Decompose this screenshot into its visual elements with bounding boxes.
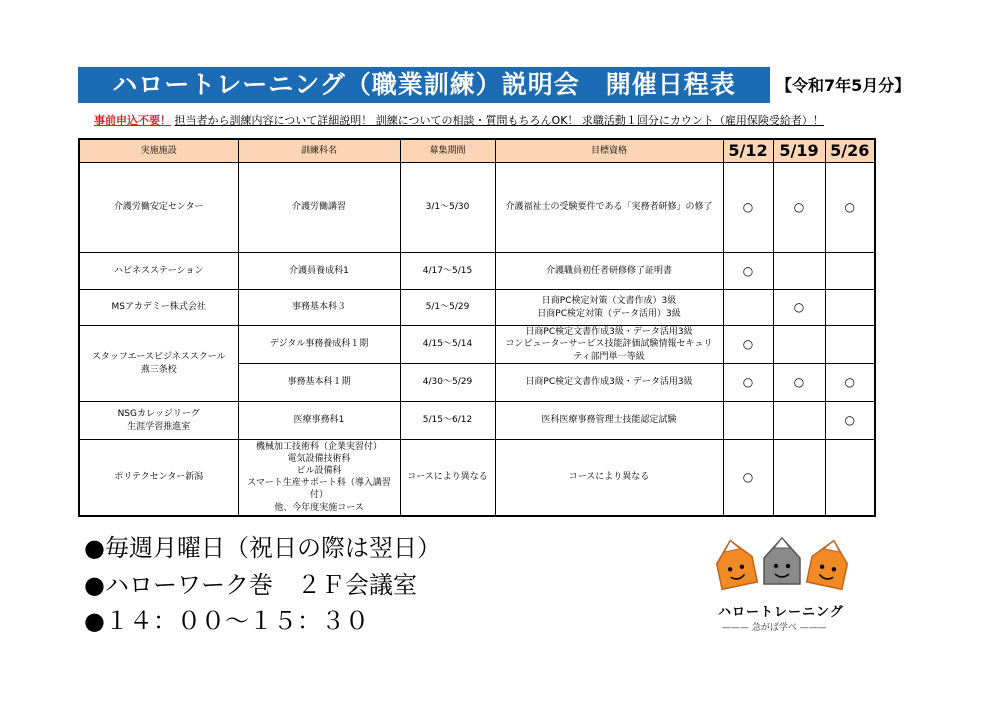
goal-line: コンピューターサービス技能評価試験情報セキュリ	[505, 339, 713, 350]
goal-cell: コースにより異なる	[495, 440, 723, 516]
period-cell: 4/30～5/29	[400, 364, 495, 402]
course-cell: 介護労働講習	[238, 163, 400, 253]
goal-cell	[495, 326, 723, 364]
period-cell: 4/15～5/14	[400, 326, 495, 364]
footer-place: ●ハローワーク巻 ２Ｆ会議室	[84, 571, 417, 599]
goal-line: 日商PC検定対策（文書作成）3級	[541, 296, 677, 307]
course-line: ビル設備科	[296, 466, 342, 477]
goal-cell: 介護福祉士の受験要件である「実務者研修」の修了	[495, 163, 723, 253]
mark-cell: ○	[773, 163, 825, 253]
course-line: 電気設備技術科	[287, 453, 351, 464]
course-cell	[238, 440, 400, 516]
mark-cell: ○	[723, 440, 773, 516]
schedule-table	[78, 138, 876, 517]
header-goal: 目標資格	[495, 139, 723, 163]
period-cell: コースにより異なる	[400, 440, 495, 516]
header-date: 5/12	[723, 139, 773, 163]
header-date: 5/19	[773, 139, 825, 163]
period-cell: 5/15～6/12	[400, 402, 495, 440]
facility-cell: ハピネスステーション	[79, 253, 238, 290]
table-row	[79, 326, 875, 364]
facility-cell: 介護労働安定センター	[79, 163, 238, 253]
facility-cell	[79, 326, 238, 402]
empty-cell	[773, 440, 825, 516]
table-header-row	[79, 139, 875, 163]
header-course: 訓練科名	[238, 139, 400, 163]
course-cell: 介護員養成科1	[238, 253, 400, 290]
table-row	[79, 290, 875, 326]
no-reservation-note: 事前申込不要！	[94, 114, 171, 127]
course-line: スマート生産サポート科（導入講習付）	[247, 478, 391, 501]
facility-line: 燕三条校	[140, 364, 177, 375]
course-line: 他、今年度実施コース	[274, 502, 364, 513]
empty-cell	[723, 290, 773, 326]
empty-cell	[825, 253, 875, 290]
logo-tagline: ——— 急がば学べ ———	[722, 623, 827, 633]
mark-cell: ○	[825, 402, 875, 440]
mark-cell: ○	[825, 163, 875, 253]
empty-cell	[825, 290, 875, 326]
table-row	[79, 163, 875, 253]
facility-line: 生涯学習推進室	[127, 421, 191, 432]
table-row	[79, 253, 875, 290]
footer-day: ●毎週月曜日（祝日の際は翌日）	[84, 534, 441, 562]
description-note: 担当者から訓練内容について詳細説明！ 訓練についての相談・質問もちろんOK！ 求職活動１回分にカウント（雇用保険受給者）！	[174, 114, 824, 127]
facility-cell	[79, 402, 238, 440]
mark-cell: ○	[825, 364, 875, 402]
course-cell: 医療事務科1	[238, 402, 400, 440]
facility-line: NSGカレッジリーグ	[117, 409, 200, 420]
facility-cell: MSアカデミー株式会社	[79, 290, 238, 326]
period-cell: 5/1～5/29	[400, 290, 495, 326]
mark-cell: ○	[773, 364, 825, 402]
empty-cell	[825, 440, 875, 516]
table-row	[79, 402, 875, 440]
course-cell: 事務基本科３	[238, 290, 400, 326]
mark-cell: ○	[723, 364, 773, 402]
mascot-orange-left	[713, 537, 758, 589]
empty-cell	[825, 326, 875, 364]
mark-cell: ○	[773, 290, 825, 326]
goal-cell	[495, 290, 723, 326]
header-facility: 実施施設	[79, 139, 238, 163]
empty-cell	[773, 402, 825, 440]
facility-cell: ポリテクセンター新潟	[79, 440, 238, 516]
mark-cell: ○	[723, 163, 773, 253]
goal-line: 日商PC検定対策（データ活用）3級	[537, 308, 681, 319]
empty-cell	[773, 253, 825, 290]
facility-line: スタッフエースビジネススクール	[91, 352, 226, 363]
notes-line	[94, 112, 824, 128]
goal-cell: 医科医療事務管理士技能認定試験	[495, 402, 723, 440]
mark-cell: ○	[723, 326, 773, 364]
goal-line: ティ部門単一等級	[573, 351, 645, 362]
goal-cell: 日商PC検定文書作成3級・データ活用3級	[495, 364, 723, 402]
header-date: 5/26	[825, 139, 875, 163]
mark-cell: ○	[723, 253, 773, 290]
period-label: 【令和7年5月分】	[776, 76, 911, 95]
mascot-orange-right	[807, 537, 852, 589]
page-title: ハロートレーニング（職業訓練）説明会 開催日程表	[78, 67, 770, 103]
empty-cell	[723, 402, 773, 440]
goal-line: 日商PC検定文書作成3級・データ活用3級	[525, 327, 693, 338]
course-line: 機械加工技術科（企業実習付）	[255, 441, 382, 452]
course-cell: 事務基本科１期	[238, 364, 400, 402]
course-cell: デジタル事務養成科１期	[238, 326, 400, 364]
goal-cell: 介護職員初任者研修修了証明書	[495, 253, 723, 290]
empty-cell	[773, 326, 825, 364]
header-period: 募集期間	[400, 139, 495, 163]
mascot-gray-center	[764, 538, 800, 584]
table-row	[79, 440, 875, 516]
footer-time: ●１４：００～１５：３０	[84, 607, 369, 635]
logo-text: ハロートレーニング	[718, 605, 844, 620]
period-cell: 3/1～5/30	[400, 163, 495, 253]
period-cell: 4/17～5/15	[400, 253, 495, 290]
